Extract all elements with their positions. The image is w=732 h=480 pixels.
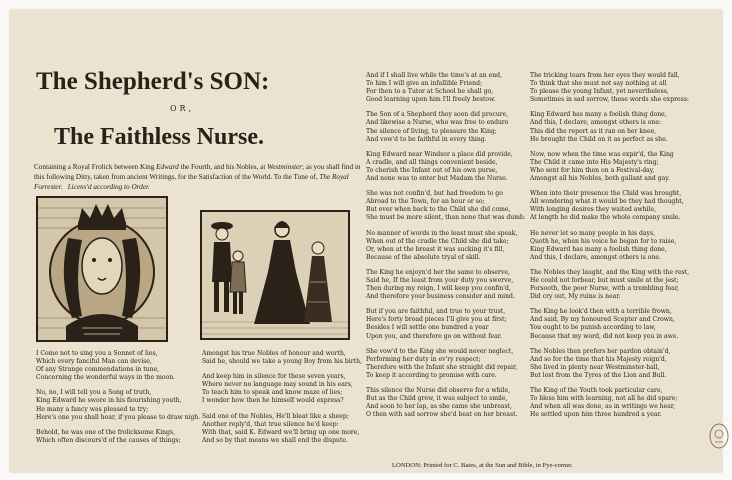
verse-line: A cradle, and all things convenient beside,	[366, 158, 498, 166]
verse-line: Or, when at the breast it was sucking it's fill,	[366, 245, 505, 253]
verse-line: At length he did make the whole company smile.	[530, 214, 681, 222]
verse-line: Said he, should we take a young Boy from his birth,	[202, 358, 362, 366]
verse-line: This did the report as it ran on her knee,	[530, 127, 657, 135]
verse-line: The Nobles then prefers her pardon obtain'd,	[530, 347, 671, 355]
verse-line: All wondering what it would be they had thought,	[530, 198, 684, 206]
verse-line: Another reply'd, that true silence he'd keep:	[202, 420, 339, 428]
verse-line: And this, I declare, amongst others is one.	[530, 253, 661, 261]
broadside-sheet	[10, 10, 722, 472]
verse-line: Besides I will settle one hundred a year	[366, 324, 489, 332]
verse-line: With that, said K. Edward we'll bring up one more,	[202, 428, 360, 436]
subtitle-king: Edward	[156, 163, 179, 171]
verse-line: And keep him in silence for these seven years,	[202, 373, 346, 381]
verse-line: She must be more silent, than none that was dumb.	[366, 214, 526, 222]
verse-line: Upon you, and therefore go on without fear.	[366, 332, 502, 340]
stanza	[530, 111, 689, 143]
verse-line: But if you are faithful, and true to your trust,	[366, 308, 506, 316]
verse-line: He settled upon him three hundred a year.	[530, 411, 662, 419]
verse-line: With longing desires they waited awhile,	[530, 206, 657, 214]
verse-line: Because of the absolute tryal of skill.	[366, 253, 481, 261]
verse-line: To think that she must not say nothing at all	[530, 80, 667, 88]
verse-line: And so by that means we shall end the dispute.	[202, 436, 348, 444]
verse-line: The silence of living, to pleasure the King;	[366, 127, 497, 135]
stanza	[530, 190, 689, 222]
imprint: LONDON: Printed for C. Bates, at the Sun and Bible, in Pye-corner.	[392, 462, 573, 469]
verse-line: And therefore your business consider and mind.	[366, 293, 515, 301]
verse-line: Here's forty broad pieces I'll give you at first;	[366, 316, 507, 324]
verse-line: The Son of a Shepherd they soon did procure,	[366, 111, 509, 119]
verse-line: Abroad to the Town, for an hour or so;	[366, 198, 485, 206]
verse-line: Therefore with the Infant she straight did repair,	[366, 363, 518, 371]
family-scene-woodcut	[200, 210, 350, 340]
stanza	[530, 230, 689, 262]
stanza	[366, 72, 526, 104]
verse-line: But ever when back to the Child she did come,	[366, 206, 511, 214]
verse-line: And vow'd to be faithful in every thing.	[366, 135, 487, 143]
verse-line: To teach him to speak and know maze of lies;	[202, 389, 343, 397]
verse-line: To bless him with learning, not all he did spare;	[530, 395, 678, 403]
verse-line: He many a fancy was pleased to try;	[36, 405, 149, 413]
stanza	[202, 413, 362, 445]
verse-column-3	[366, 72, 526, 426]
stanza	[366, 348, 526, 380]
stanza	[366, 269, 526, 301]
stanza	[36, 389, 200, 421]
verse-line: Amongst all his Nobles, both gallant and gay.	[530, 175, 670, 183]
verse-line: This silence the Nurse did observe for a while,	[366, 387, 511, 394]
verse-line: To cherish the Infant out of his own purse,	[366, 166, 498, 174]
verse-line: Performing her duty in ev'ry respect;	[366, 355, 481, 363]
verse-line: Here's one you shall hear, if you please to draw nigh.	[36, 413, 201, 421]
verse-line: No manner of words in the least must she speak,	[366, 229, 518, 237]
verse-line: Concerning the wonderful ways in the moon.	[36, 374, 176, 382]
stanza	[36, 429, 200, 445]
verse-line: But lost from the Tyres of the Lion and Bull.	[530, 371, 667, 379]
verse-line: Sometimes in sad sorrow, these words she express:	[530, 96, 689, 104]
verse-line: Now, now when the time was expir'd, the King	[530, 150, 674, 158]
stanza	[530, 348, 689, 380]
verse-line: O then with sad sorrow she'd beat on her breast.	[366, 411, 518, 419]
stanza	[530, 151, 689, 183]
verse-line: Said he, If the least from your duty you swerve,	[366, 276, 514, 284]
subtitle-part-1: Containing a Royal Frolick between King	[34, 163, 155, 171]
verse-line: But as the Child grew, it was subject to smile,	[366, 395, 508, 403]
verse-column-4	[530, 72, 689, 426]
verse-line: She lived in plenty near Westminster-hall,	[530, 363, 660, 371]
verse-line: I wonder how then he himself would express?	[202, 397, 344, 405]
stanza	[530, 269, 689, 301]
verse-line: And none was to enter but Madam the Nurse.	[366, 175, 508, 183]
verse-line: Said one of the Nobles, He'll bleat like a sheep;	[202, 412, 349, 420]
verse-line: To please the young Infant, yet nevertheless,	[530, 88, 669, 96]
verse-line: When out of the cradle the Child she did take;	[366, 237, 509, 245]
verse-line: The tricking tears from her eyes they would fall,	[530, 72, 680, 79]
verse-line: Forsooth, the poor Nurse, with a trembling fear,	[530, 285, 679, 293]
subtitle	[34, 162, 362, 192]
verse-line: To him I will give an infallible Friend;	[366, 80, 483, 88]
verse-line: He never let so many people in his days,	[530, 229, 656, 237]
stanza	[366, 230, 526, 262]
verse-column-2	[202, 350, 362, 452]
stanza	[530, 72, 689, 104]
verse-line: And this, I declare, amongst others is one:	[530, 119, 662, 127]
verse-line: The King he enjoyn'd her the same to observe,	[366, 268, 510, 276]
stanza	[530, 308, 689, 340]
verse-line: When into their presence the Child was brought,	[530, 190, 682, 198]
verse-line: Did cry out, My ruine is near.	[530, 293, 621, 301]
subtitle-license: Licens'd according to Order.	[67, 183, 150, 191]
verse-line: I Come not to sing you a Sonnet of lies,	[36, 350, 158, 357]
verse-line: To keep it according to promise with care.	[366, 371, 497, 379]
verse-line: You ought to be punish according to law,	[530, 324, 656, 332]
verse-line: For then to a Tutor at School he shall go,	[366, 88, 494, 96]
stanza	[366, 111, 526, 143]
subtitle-tune: The Royal Forrester.	[34, 173, 349, 191]
stanza	[366, 190, 526, 222]
title-or: OR,	[170, 104, 195, 113]
verse-line: Good learning upon him I'll freely bestow.	[366, 96, 496, 104]
verse-line: And when all was done, as in writings we hear,	[530, 403, 676, 411]
verse-column-1	[36, 350, 200, 452]
verse-line: And said, By my honoured Scepter and Crown,	[530, 316, 675, 324]
verse-line: The Child it came into His Majesty's ring;	[530, 158, 659, 166]
verse-line: Quoth he, when his voice he began for to raise,	[530, 237, 677, 245]
verse-line: Of any Strange commendations in tune,	[36, 366, 160, 374]
verse-line: And likewise a Nurse, who was free to endure	[366, 119, 509, 127]
verse-line: King Edward has many a foolish thing done,	[530, 245, 667, 253]
verse-line: Because that my word, did not keep you in awe.	[530, 332, 679, 340]
verse-line: Who sent for him then on a Festival-day,	[530, 166, 655, 174]
stanza	[202, 373, 362, 405]
verse-line: No, no, I will tell you a Song of truth,	[36, 389, 152, 397]
stanza	[366, 151, 526, 183]
verse-line: Which often discours'd of the causes of things;	[36, 436, 181, 444]
verse-line: Where never no language may sound in his ears,	[202, 381, 353, 389]
verse-line: Then during my reign, I will keep you confin'd,	[366, 285, 511, 293]
verse-line: Which every fanciful Man can devise,	[36, 358, 152, 366]
verse-line: She was not confin'd, but had freedom to go	[366, 190, 503, 198]
king-portrait-woodcut	[36, 196, 168, 342]
verse-line: King Edward has many a foolish thing done,	[530, 111, 667, 119]
verse-line: Behold, he was one of the frolicksome Kings,	[36, 428, 176, 436]
stanza	[366, 308, 526, 340]
stanza	[202, 350, 362, 366]
library-stamp	[708, 422, 730, 450]
verse-line: The King he look'd then with a terrible frown,	[530, 308, 672, 316]
verse-line: And soon to her lap, as she came she unbreast,	[366, 403, 512, 411]
verse-line: He brought the Child on it as perfect as she.	[530, 135, 668, 143]
title-line-1: The Shepherd's SON:	[36, 68, 270, 95]
subtitle-part-2: the Fourth, and his Nobles, at	[180, 163, 266, 171]
subtitle-place: Westminster	[267, 163, 302, 171]
verse-line: Amongst his true Nobles of honour and worth,	[202, 350, 346, 357]
verse-line: The King of the Youth took particular care,	[530, 387, 663, 394]
verse-line: King Edward he swore in his flourishing youth,	[36, 397, 182, 405]
stanza	[366, 387, 526, 419]
verse-line: He could not forbear, but must smile at the jest;	[530, 276, 679, 284]
subtitle-part-3: ; as you shall find in this following Ditty, taken from ancient Writings, for the Satisfaction of the World. To the Tune of,	[34, 163, 361, 181]
verse-line: The Nobles they laught, and the King with the rest,	[530, 268, 690, 276]
verse-line: And if I shall live while the time's at an end,	[366, 72, 502, 79]
title-line-2: The Faithless Nurse.	[54, 124, 264, 150]
stanza	[36, 350, 200, 382]
verse-line: She vow'd to the King she would never neglect,	[366, 347, 514, 355]
stanza	[530, 387, 689, 419]
verse-line: And so for the time that his Majesty reign'd,	[530, 355, 667, 363]
verse-line: King Edward near Windsor a place did provide,	[366, 150, 513, 158]
